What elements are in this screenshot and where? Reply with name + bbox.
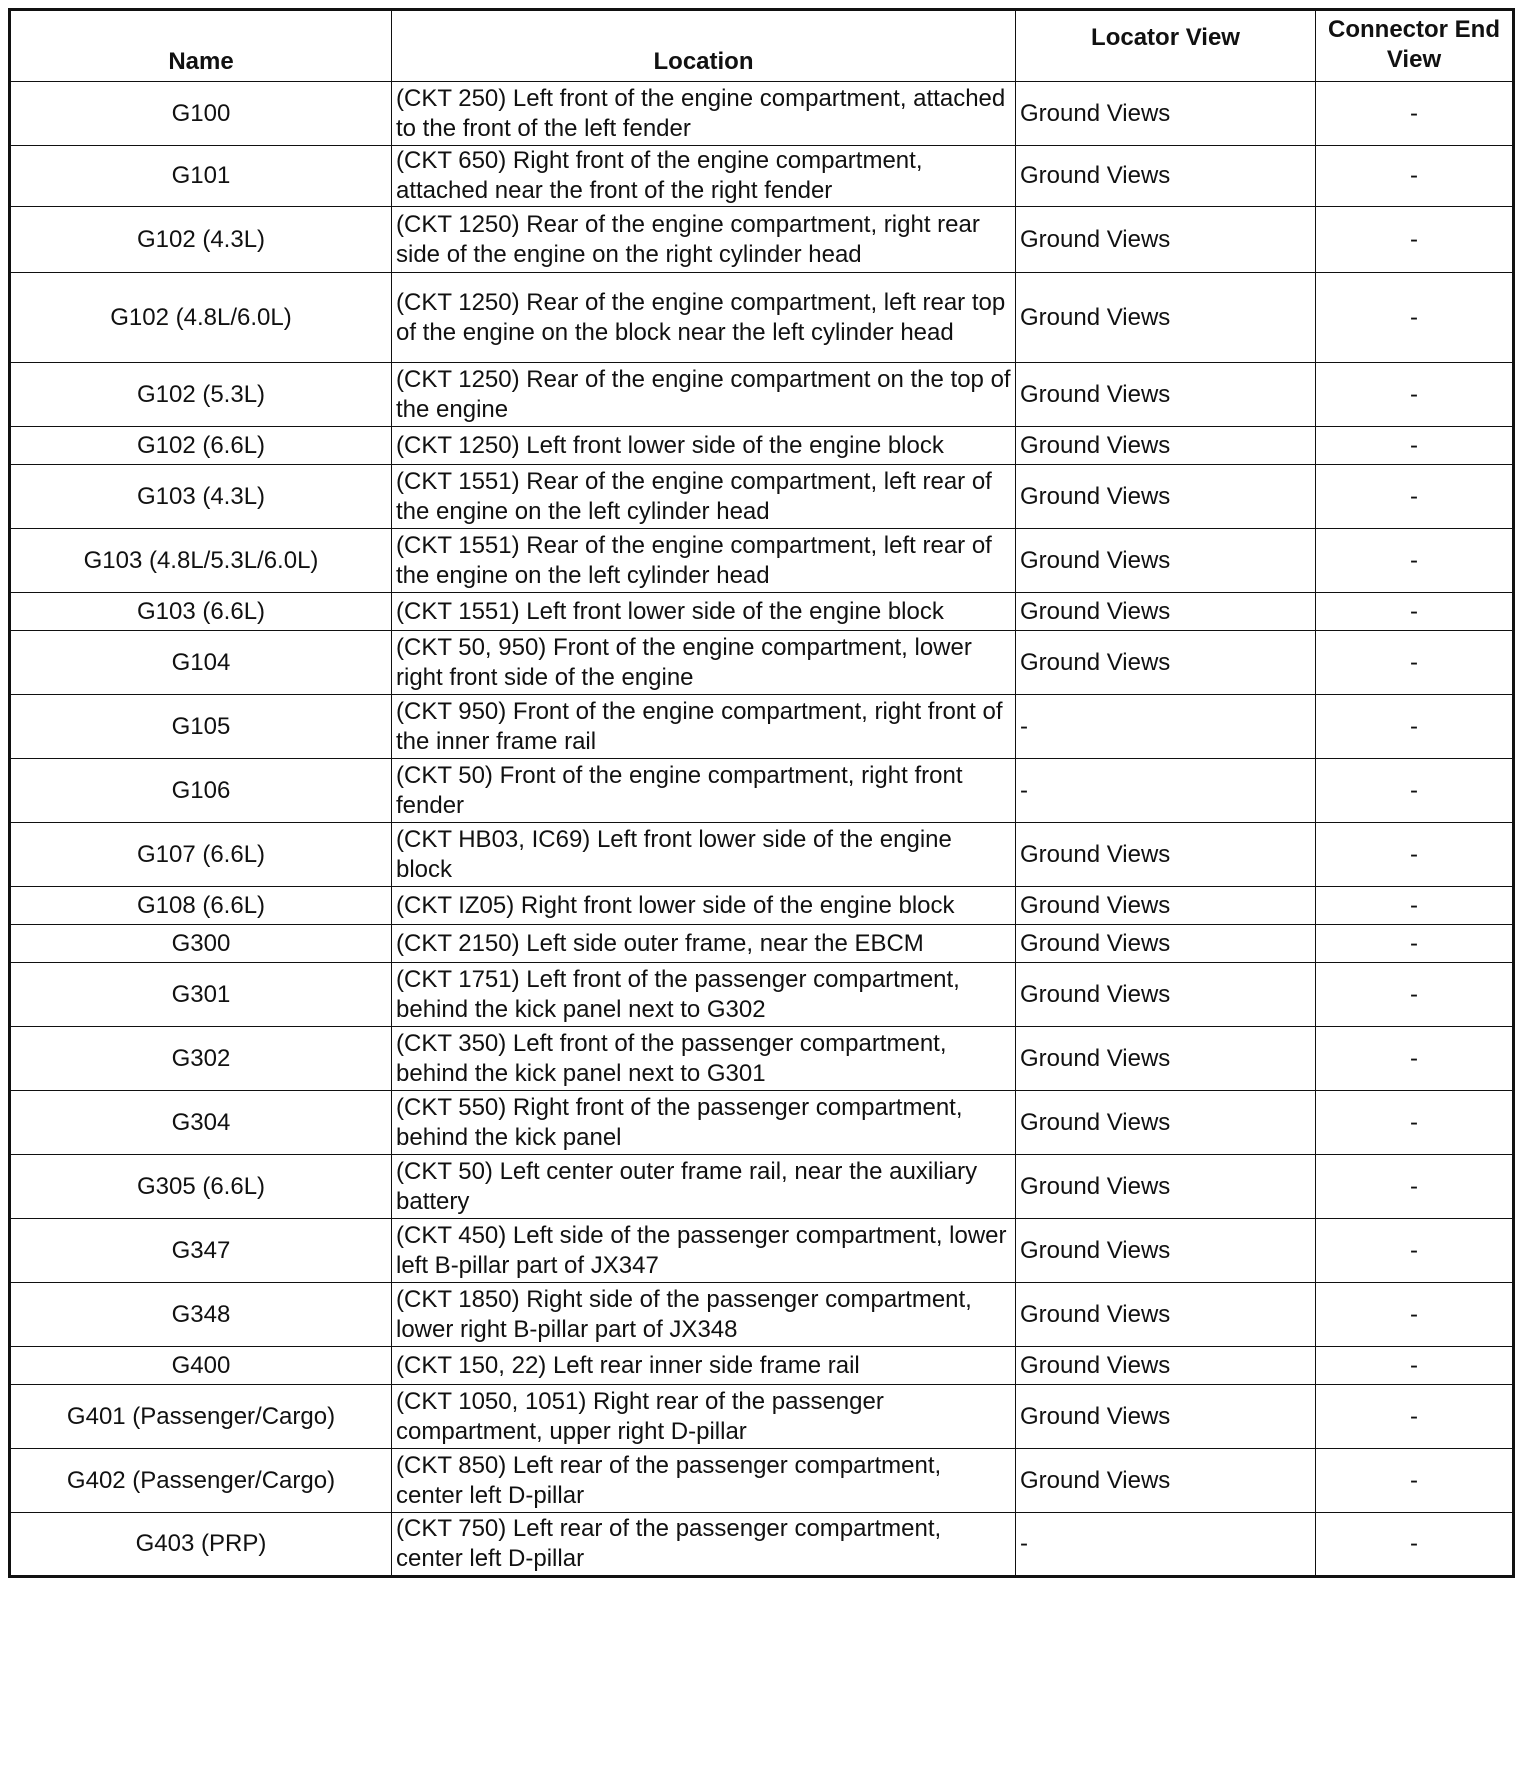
table-row — [10, 363, 1514, 427]
row-name: G302 — [10, 1027, 392, 1091]
header-connector-end-view: Connector End View — [1316, 10, 1514, 82]
row-connector-end-view: - — [1316, 1385, 1514, 1449]
row-location: (CKT 1551) Rear of the engine compartment, left rear of the engine on the left cylinder head — [392, 465, 1016, 529]
row-locator-view: Ground Views — [1016, 273, 1316, 363]
row-connector-end-view: - — [1316, 887, 1514, 925]
row-location: (CKT 250) Left front of the engine compartment, attached to the front of the left fender — [392, 82, 1016, 146]
row-locator-view: Ground Views — [1016, 427, 1316, 465]
row-locator-view: Ground Views — [1016, 631, 1316, 695]
row-locator-view: Ground Views — [1016, 1283, 1316, 1347]
row-connector-end-view: - — [1316, 1155, 1514, 1219]
header-row — [10, 10, 1514, 82]
header-locator-view: Locator View — [1016, 10, 1316, 82]
row-connector-end-view: - — [1316, 1219, 1514, 1283]
row-locator-view: Ground Views — [1016, 925, 1316, 963]
row-locator-view: Ground Views — [1016, 363, 1316, 427]
table-row — [10, 1155, 1514, 1219]
row-location: (CKT 1850) Right side of the passenger compartment, lower right B-pillar part of JX348 — [392, 1283, 1016, 1347]
row-connector-end-view: - — [1316, 529, 1514, 593]
row-connector-end-view: - — [1316, 631, 1514, 695]
table-row — [10, 427, 1514, 465]
row-connector-end-view: - — [1316, 363, 1514, 427]
row-location: (CKT 750) Left rear of the passenger compartment, center left D-pillar — [392, 1513, 1016, 1577]
row-name: G107 (6.6L) — [10, 823, 392, 887]
row-connector-end-view: - — [1316, 82, 1514, 146]
row-location: (CKT 850) Left rear of the passenger compartment, center left D-pillar — [392, 1449, 1016, 1513]
row-name: G106 — [10, 759, 392, 823]
row-locator-view: Ground Views — [1016, 887, 1316, 925]
row-location: (CKT 1551) Left front lower side of the engine block — [392, 593, 1016, 631]
row-name: G103 (6.6L) — [10, 593, 392, 631]
row-name: G304 — [10, 1091, 392, 1155]
row-name: G301 — [10, 963, 392, 1027]
table-row — [10, 1513, 1514, 1577]
row-name: G400 — [10, 1347, 392, 1385]
row-locator-view: Ground Views — [1016, 823, 1316, 887]
row-name: G305 (6.6L) — [10, 1155, 392, 1219]
table-row — [10, 1219, 1514, 1283]
header-location: Location — [392, 10, 1016, 82]
row-name: G102 (5.3L) — [10, 363, 392, 427]
table-row — [10, 1091, 1514, 1155]
row-location: (CKT 50) Front of the engine compartment, right front fender — [392, 759, 1016, 823]
row-locator-view: Ground Views — [1016, 465, 1316, 529]
row-name: G403 (PRP) — [10, 1513, 392, 1577]
row-name: G100 — [10, 82, 392, 146]
row-connector-end-view: - — [1316, 146, 1514, 207]
table-row — [10, 146, 1514, 207]
table-row — [10, 1385, 1514, 1449]
row-location: (CKT 2150) Left side outer frame, near the EBCM — [392, 925, 1016, 963]
row-locator-view: Ground Views — [1016, 1091, 1316, 1155]
ground-locations-table — [8, 8, 1515, 1578]
row-location: (CKT HB03, IC69) Left front lower side of the engine block — [392, 823, 1016, 887]
table-row — [10, 963, 1514, 1027]
row-location: (CKT 1250) Rear of the engine compartment on the top of the engine — [392, 363, 1016, 427]
table-row — [10, 925, 1514, 963]
row-name: G102 (4.8L/6.0L) — [10, 273, 392, 363]
table-row — [10, 529, 1514, 593]
row-locator-view: Ground Views — [1016, 1027, 1316, 1091]
row-connector-end-view: - — [1316, 695, 1514, 759]
row-locator-view: Ground Views — [1016, 1219, 1316, 1283]
row-location: (CKT 150, 22) Left rear inner side frame rail — [392, 1347, 1016, 1385]
table-row — [10, 631, 1514, 695]
row-connector-end-view: - — [1316, 823, 1514, 887]
row-name: G347 — [10, 1219, 392, 1283]
table-row — [10, 1027, 1514, 1091]
row-connector-end-view: - — [1316, 593, 1514, 631]
table-row — [10, 465, 1514, 529]
row-locator-view: Ground Views — [1016, 1449, 1316, 1513]
row-connector-end-view: - — [1316, 1091, 1514, 1155]
row-connector-end-view: - — [1316, 207, 1514, 273]
row-name: G348 — [10, 1283, 392, 1347]
row-name: G105 — [10, 695, 392, 759]
row-location: (CKT 650) Right front of the engine compartment, attached near the front of the right fender — [392, 146, 1016, 207]
table-row — [10, 695, 1514, 759]
table-row — [10, 887, 1514, 925]
row-name: G102 (4.3L) — [10, 207, 392, 273]
row-locator-view: Ground Views — [1016, 1347, 1316, 1385]
row-locator-view: Ground Views — [1016, 529, 1316, 593]
table-row — [10, 207, 1514, 273]
row-name: G108 (6.6L) — [10, 887, 392, 925]
row-location: (CKT 450) Left side of the passenger compartment, lower left B-pillar part of JX347 — [392, 1219, 1016, 1283]
row-name: G103 (4.3L) — [10, 465, 392, 529]
row-name: G101 — [10, 146, 392, 207]
row-locator-view: Ground Views — [1016, 1155, 1316, 1219]
row-connector-end-view: - — [1316, 759, 1514, 823]
row-connector-end-view: - — [1316, 427, 1514, 465]
row-locator-view: Ground Views — [1016, 963, 1316, 1027]
row-connector-end-view: - — [1316, 1513, 1514, 1577]
row-name: G103 (4.8L/5.3L/6.0L) — [10, 529, 392, 593]
row-location: (CKT IZ05) Right front lower side of the engine block — [392, 887, 1016, 925]
row-locator-view: Ground Views — [1016, 82, 1316, 146]
table-row — [10, 1347, 1514, 1385]
table-row — [10, 1449, 1514, 1513]
row-name: G300 — [10, 925, 392, 963]
row-locator-view: - — [1016, 695, 1316, 759]
header-name: Name — [10, 10, 392, 82]
row-locator-view: Ground Views — [1016, 593, 1316, 631]
row-location: (CKT 950) Front of the engine compartment, right front of the inner frame rail — [392, 695, 1016, 759]
row-connector-end-view: - — [1316, 273, 1514, 363]
row-name: G402 (Passenger/Cargo) — [10, 1449, 392, 1513]
row-name: G401 (Passenger/Cargo) — [10, 1385, 392, 1449]
row-connector-end-view: - — [1316, 925, 1514, 963]
row-locator-view: - — [1016, 759, 1316, 823]
row-location: (CKT 1551) Rear of the engine compartment, left rear of the engine on the left cylinder head — [392, 529, 1016, 593]
row-connector-end-view: - — [1316, 1347, 1514, 1385]
row-name: G102 (6.6L) — [10, 427, 392, 465]
row-locator-view: Ground Views — [1016, 146, 1316, 207]
row-location: (CKT 550) Right front of the passenger compartment, behind the kick panel — [392, 1091, 1016, 1155]
row-connector-end-view: - — [1316, 1283, 1514, 1347]
table-row — [10, 759, 1514, 823]
table-row — [10, 823, 1514, 887]
row-location: (CKT 1050, 1051) Right rear of the passenger compartment, upper right D-pillar — [392, 1385, 1016, 1449]
row-connector-end-view: - — [1316, 465, 1514, 529]
table-row — [10, 82, 1514, 146]
row-name: G104 — [10, 631, 392, 695]
row-locator-view: - — [1016, 1513, 1316, 1577]
row-location: (CKT 50, 950) Front of the engine compartment, lower right front side of the engine — [392, 631, 1016, 695]
row-location: (CKT 1250) Left front lower side of the engine block — [392, 427, 1016, 465]
row-connector-end-view: - — [1316, 1449, 1514, 1513]
table-row — [10, 273, 1514, 363]
row-location: (CKT 1250) Rear of the engine compartment, right rear side of the engine on the right cylinder head — [392, 207, 1016, 273]
row-connector-end-view: - — [1316, 1027, 1514, 1091]
row-location: (CKT 1751) Left front of the passenger compartment, behind the kick panel next to G302 — [392, 963, 1016, 1027]
row-location: (CKT 50) Left center outer frame rail, near the auxiliary battery — [392, 1155, 1016, 1219]
table-row — [10, 593, 1514, 631]
row-connector-end-view: - — [1316, 963, 1514, 1027]
row-locator-view: Ground Views — [1016, 207, 1316, 273]
table-body — [10, 82, 1514, 1577]
table-row — [10, 1283, 1514, 1347]
row-location: (CKT 350) Left front of the passenger compartment, behind the kick panel next to G301 — [392, 1027, 1016, 1091]
row-location: (CKT 1250) Rear of the engine compartment, left rear top of the engine on the block near the left cylinder head — [392, 273, 1016, 363]
row-locator-view: Ground Views — [1016, 1385, 1316, 1449]
